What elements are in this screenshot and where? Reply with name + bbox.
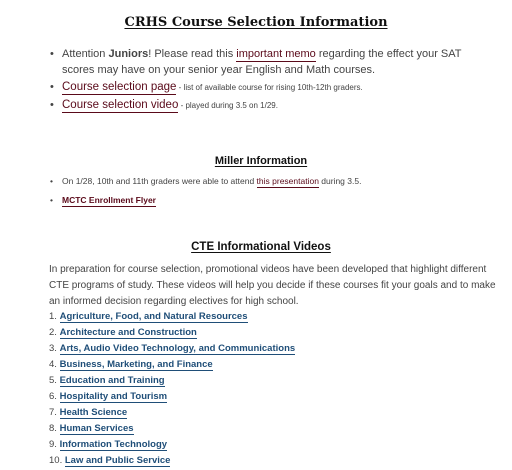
video-link-law-public-service[interactable]: Law and Public Service xyxy=(64,455,171,466)
video-link-arts-av[interactable]: Arts, Audio Video Technology, and Communications xyxy=(59,343,296,354)
video-number: 5. xyxy=(49,375,57,386)
presentation-text-pre: On 1/28, 10th and 11th graders were able to attend xyxy=(62,176,257,186)
video-item xyxy=(49,310,295,326)
cte-video-list xyxy=(49,310,295,470)
video-number: 2. xyxy=(49,327,57,338)
list-item-memo xyxy=(50,46,490,78)
video-link-human-services[interactable]: Human Services xyxy=(59,423,134,434)
miller-list xyxy=(50,173,490,211)
important-memo-link[interactable]: important memo xyxy=(236,48,316,60)
video-number: 1. xyxy=(49,311,57,322)
course-page-note: - list of available course for rising 10th-12th graders. xyxy=(176,83,363,92)
video-link-health-science[interactable]: Health Science xyxy=(59,407,128,418)
video-item xyxy=(49,374,295,390)
video-item xyxy=(49,358,295,374)
video-number: 6. xyxy=(49,391,57,402)
video-item xyxy=(49,422,295,438)
miller-title: Miller Information xyxy=(214,155,308,167)
crhs-list xyxy=(50,46,490,115)
video-link-education[interactable]: Education and Training xyxy=(59,375,165,386)
presentation-text-post: during 3.5. xyxy=(318,176,362,186)
memo-text-post: regarding the effect your SAT scores may have on your senior year English and Math courses. xyxy=(62,48,462,76)
video-number: 8. xyxy=(49,423,57,434)
course-selection-video-link[interactable]: Course selection video xyxy=(62,99,179,111)
video-link-architecture[interactable]: Architecture and Construction xyxy=(59,327,197,338)
page-title: CRHS Course Selection Information xyxy=(124,15,388,30)
video-link-hospitality[interactable]: Hospitality and Tourism xyxy=(59,391,168,402)
video-number: 10. xyxy=(49,455,63,466)
video-item xyxy=(49,406,295,422)
video-item xyxy=(49,390,295,406)
list-item-presentation xyxy=(50,173,490,189)
video-item xyxy=(49,454,295,470)
course-selection-page-link[interactable]: Course selection page xyxy=(62,81,177,93)
video-link-information-technology[interactable]: Information Technology xyxy=(59,439,168,450)
presentation-link[interactable]: this presentation xyxy=(256,176,319,186)
video-item xyxy=(49,438,295,454)
list-item-course-page xyxy=(50,79,490,96)
memo-text-mid: ! Please read this xyxy=(148,48,237,60)
video-item xyxy=(49,342,295,358)
video-number: 7. xyxy=(49,407,57,418)
mctc-flyer-link[interactable]: MCTC Enrollment Flyer xyxy=(62,195,156,205)
memo-text-pre: Attention xyxy=(62,48,109,60)
memo-text-juniors: Juniors xyxy=(108,48,149,60)
cte-intro: In preparation for course selection, promotional videos have been developed that highlight different CTE programs of study. These videos will help you decide if these courses fit your goals and to make an informed decision regarding electives for high school. xyxy=(49,264,496,307)
list-item-flyer xyxy=(50,192,490,208)
video-link-business[interactable]: Business, Marketing, and Finance xyxy=(59,359,213,370)
course-video-note: - played during 3.5 on 1/29. xyxy=(178,101,278,110)
cte-title: CTE Informational Videos xyxy=(191,241,331,253)
video-number: 9. xyxy=(49,439,57,450)
video-item xyxy=(49,326,295,342)
video-link-agriculture[interactable]: Agriculture, Food, and Natural Resources xyxy=(59,311,248,322)
video-number: 3. xyxy=(49,343,57,354)
video-number: 4. xyxy=(49,359,57,370)
list-item-course-video xyxy=(50,97,490,114)
